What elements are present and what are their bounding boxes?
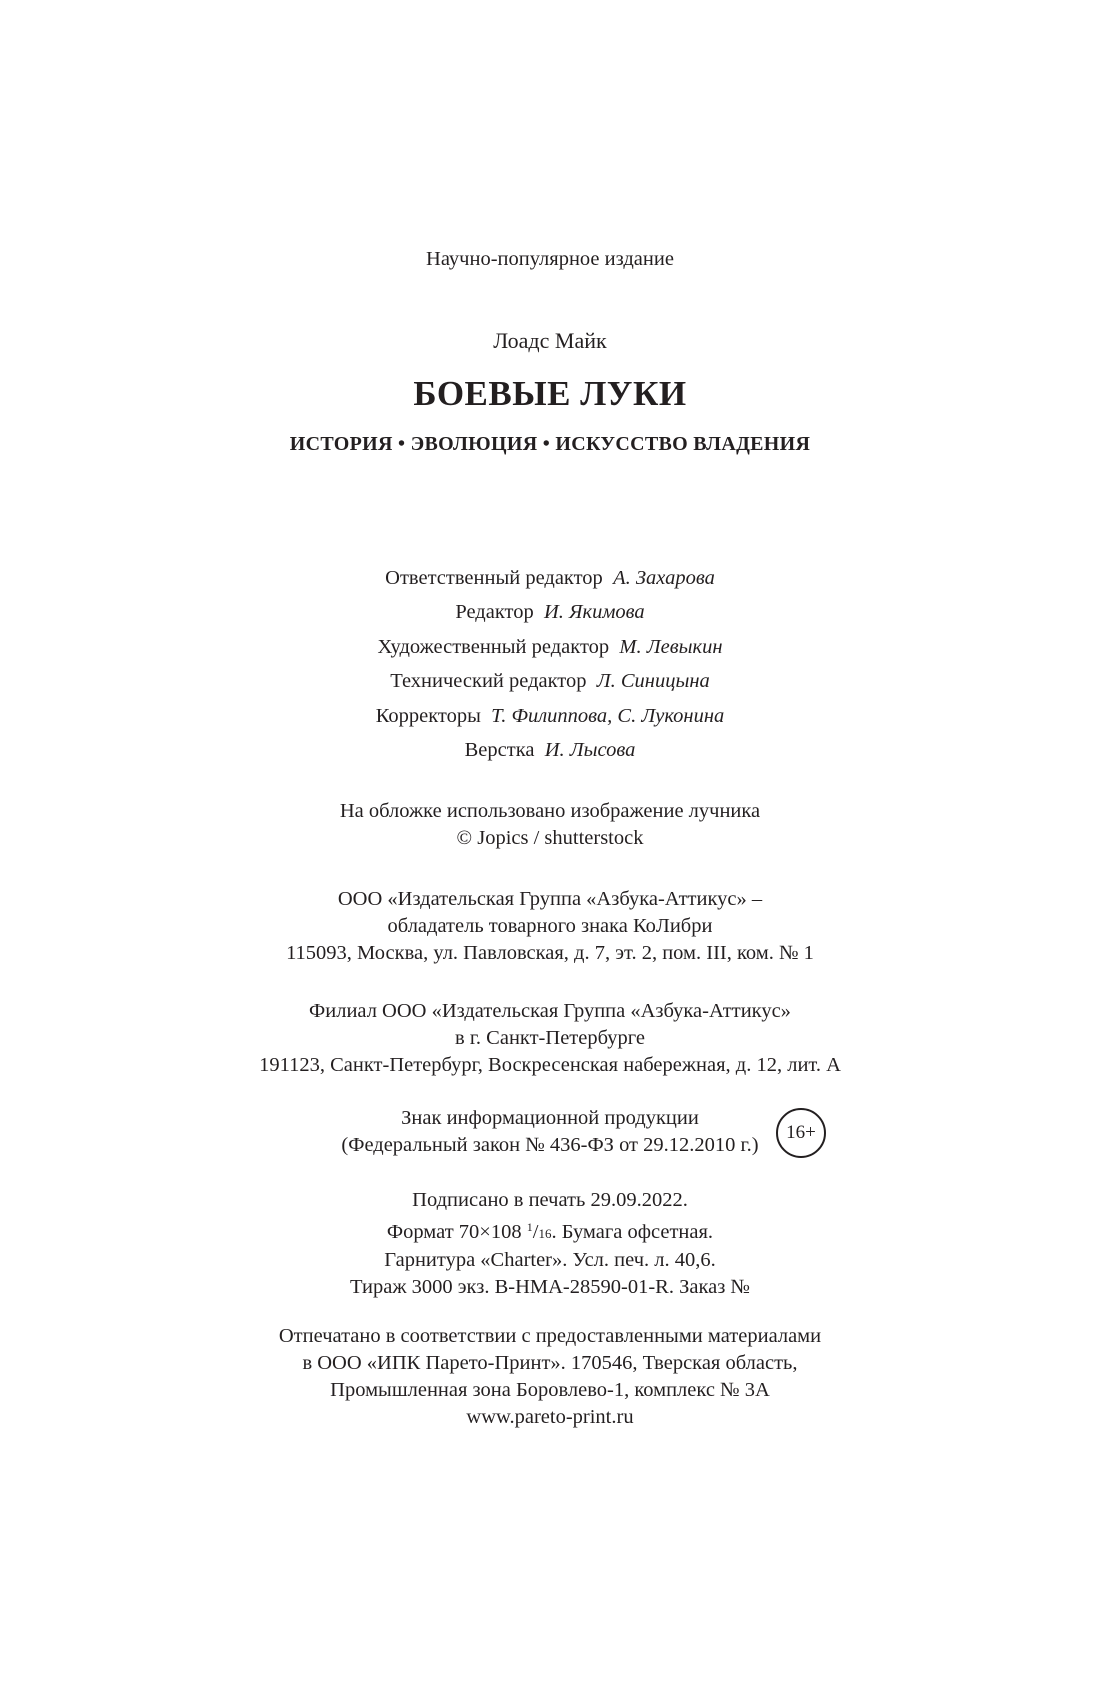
credit-line: Верстка И. Лысова	[464, 739, 636, 762]
credit-line: Корректоры Т. Филиппова, С. Луконина	[375, 704, 725, 727]
age-rating-badge: 16+	[776, 1108, 826, 1158]
credits	[0, 561, 1100, 767]
printer-website: www.pareto-print.ru	[466, 1406, 634, 1428]
credit-line: Художественный редактор М. Левыкин	[377, 635, 723, 658]
edition-type: Научно-популярное издание	[426, 248, 674, 270]
printer-info: Отпечатано в соответствии с предоставленными материалами в ООО «ИПК Парето-Принт». 170546, Тверская область, Промышленная зона Боровлево-1, комплекс № 3А www.pareto-print.ru	[0, 1323, 1100, 1431]
print-info: Подписано в печать 29.09.2022. Формат 70×108 $^1$/16. Бумага офсетная. Гарнитура «Charter». Усл. печ. л. 40,6. Тираж 3000 экз. В-НМА-28590-01-R. Заказ №	[350, 1189, 750, 1298]
author: Лоадс Майк	[493, 328, 607, 353]
publisher: ООО «Издательская Группа «Азбука-Аттикус» – обладатель товарного знака КоЛибри 115093, Москва, ул. Павловская, д. 7, эт. 2, пом. III, ком. № 1	[286, 888, 814, 964]
credit-line: Ответственный редактор А. Захарова	[385, 567, 715, 589]
branch: Филиал ООО «Издательская Группа «Азбука-Аттикус» в г. Санкт-Петербурге 191123, Санкт-Петербург, Воскресенская набережная, д. 12, лит. А	[259, 1000, 841, 1076]
info-sign: Знак информационной продукции (Федеральный закон № 436-ФЗ от 29.12.2010 г.)	[341, 1107, 759, 1156]
book-subtitle: ИСТОРИЯ • ЭВОЛЮЦИЯ • ИСКУССТВО ВЛАДЕНИЯ	[289, 433, 811, 455]
credit-line: Технический редактор Л. Синицына	[390, 670, 710, 693]
cover-credit: На обложке использовано изображение лучника © Jopics / shutterstock	[339, 800, 761, 849]
credit-line: Редактор И. Якимова	[455, 601, 645, 624]
book-title: БОЕВЫЕ ЛУКИ	[413, 374, 687, 413]
